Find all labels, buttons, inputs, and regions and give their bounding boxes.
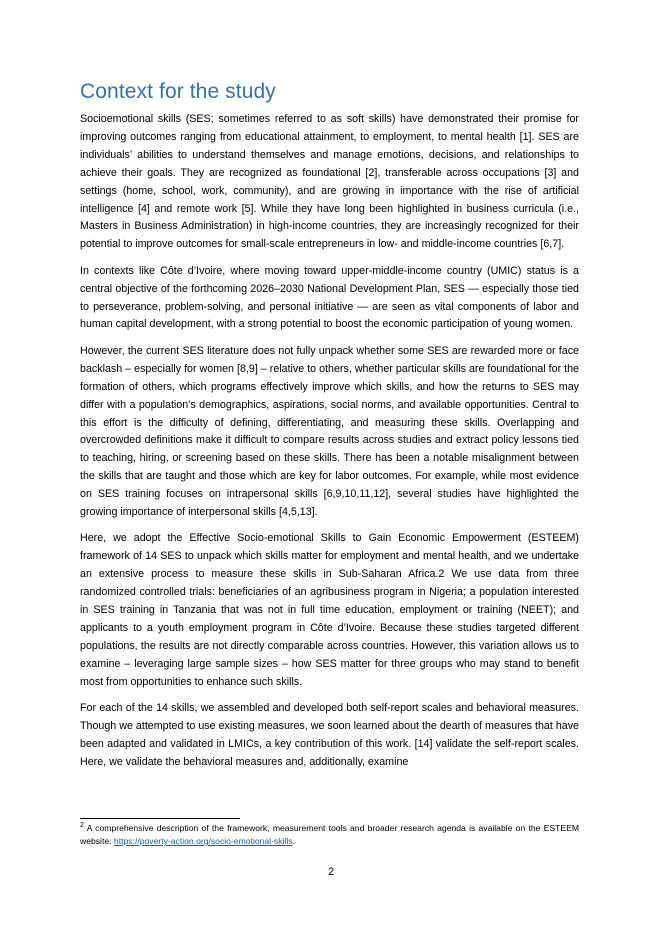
paragraph-1: Socioemotional skills (SES; sometimes referred to as soft skills) have demonstrated their promise for improving outcomes ranging from educational attainment, to employment, to mental health [1]. SES are individuals’ abilities to understand themselves and manage emotions, decisions, and relationships to achieve their goals. They are recognized as foundational [2], transferable across occupations [3] and settings (home, school, work, community), and are growing in importance with the rise of artificial intelligence [4] and remote work [5]. While they have long been highlighted in business curricula (i.e., Masters in Business Administration) in high-income countries, they are increasingly recognized for their potential to improve outcomes for small-scale entrepreneurs in low- and middle-income countries [6,7]. <box>80 113 579 251</box>
paragraph-4: Here, we adopt the Effective Socio-emotional Skills to Gain Economic Empowerment (ESTEEM) framework of 14 SES to unpack which skills matter for employment and mental health, and we undertake an extensive process to measure these skills in Sub-Saharan Africa.2 We use data from three randomized controlled trials: beneficiaries of an agribusiness program in Nigeria; a population interested in SES training in Tanzania that was not in full time education, employment or training (NEET); and applicants to a youth employment program in Côte d’Ivoire. Because these studies targeted different populations, the results are not directly comparable across countries. However, this variation allows us to examine – leveraging large sample sizes – how SES matter for three groups who may stand to benefit most from opportunities to enhance such skills. <box>80 532 579 688</box>
paragraph-2: In contexts like Côte d’Ivoire, where moving toward upper-middle-income country (UMIC) status is a central objective of the forthcoming 2026–2030 National Development Plan, SES — especially those tied to perseverance, problem-solving, and personal initiative — are seen as vital components of labor and human capital development, with a strong potential to boost the economic participation of young women. <box>80 264 579 331</box>
section-heading: Context for the study <box>80 80 276 103</box>
footnote <box>80 822 579 848</box>
page-number: 2 <box>327 866 335 878</box>
footnote-text: A comprehensive description of the framework, measurement tools and broader research agenda is available on the ESTEEM website: <box>80 823 580 846</box>
body-text <box>80 111 579 780</box>
footnote-trailing: . <box>292 836 295 846</box>
footnote-marker: 2 <box>80 822 84 830</box>
paragraph-3: However, the current SES literature does not fully unpack whether some SES are rewarded more or face backlash – especially for women [8,9] – relative to others, whether particular skills are foundational for the formation of others, which programs effectively improve which skills, and how the returns to SES may differ with a population’s demographics, aspirations, social norms, and available opportunities. Central to this effort is the difficulty of defining, differentiating, and measuring these skills. Overlapping and overcrowded definitions make it difficult to compare results across studies and extract policy lessons tied to teaching, hiring, or screening based on these skills. There has been a notable misalignment between the skills that are taught and those which are key for labor outcomes. For example, while most evidence on SES training focuses on intrapersonal skills [6,9,10,11,12], several studies have highlighted the growing importance of interpersonal skills [4,5,13]. <box>80 344 579 519</box>
paragraph-5: For each of the 14 skills, we assembled and developed both self-report scales and behavioral measures. Though we attempted to use existing measures, we soon learned about the dearth of measures that have been adapted and validated in LMICs, a key contribution of this work. [14] validate the self-report scales. Here, we validate the behavioral measures and, additionally, examine <box>80 702 579 768</box>
footnote-separator <box>80 818 240 819</box>
footnote-link[interactable]: https://poverty-action.org/socio-emotional-skills <box>113 836 293 846</box>
